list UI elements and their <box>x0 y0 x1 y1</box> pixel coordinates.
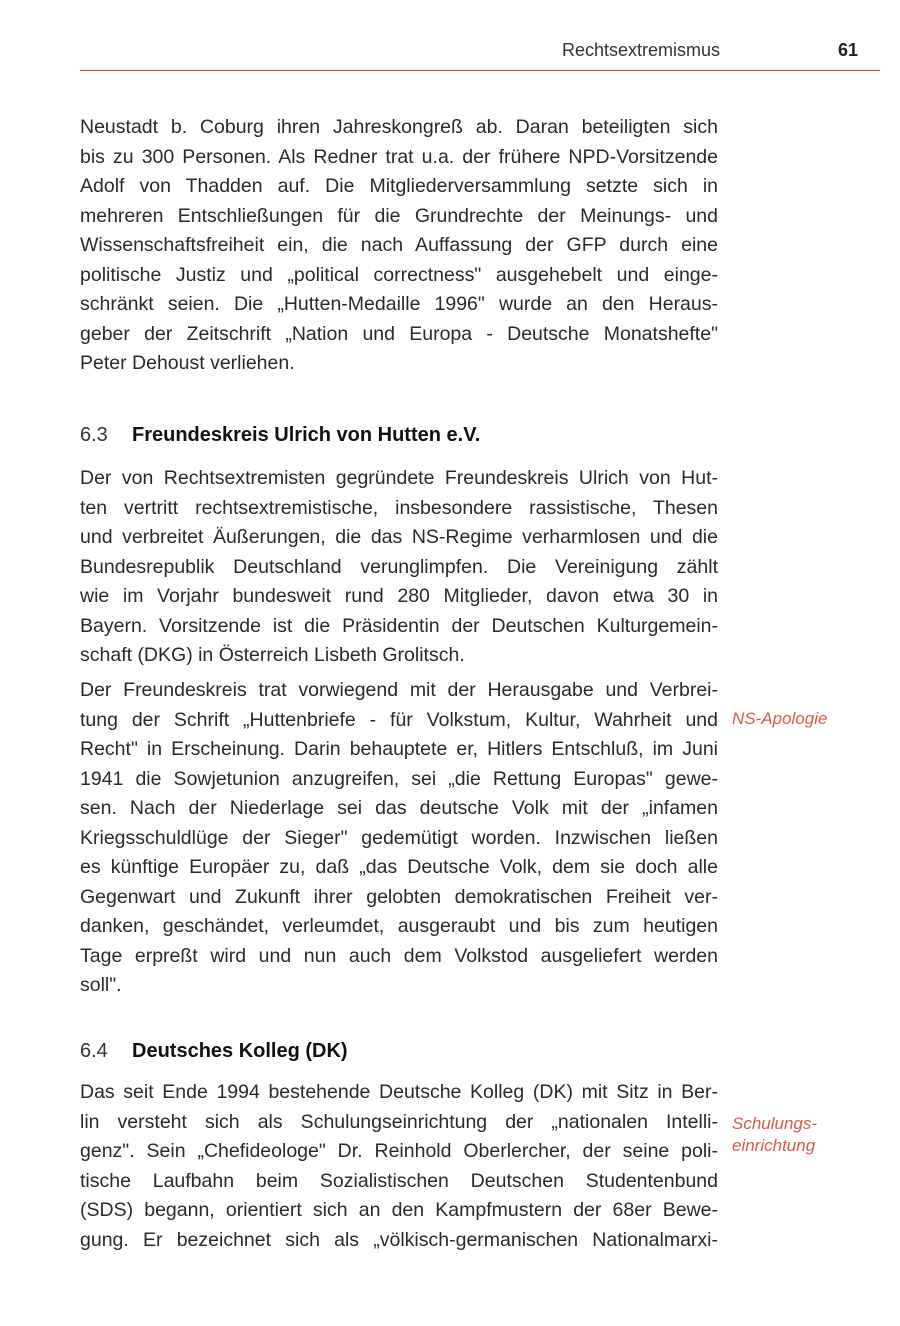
margin-note-ns-apologie: NS-Apologie <box>732 709 828 728</box>
text-line: Wissenschaftsfreiheit ein, die nach Auffassung der GFP durch eine <box>80 234 718 256</box>
text-line: und verbreitet Äußerungen, die das NS-Regime verharmlosen und die <box>80 526 718 548</box>
text-line: politische Justiz und „political correctness" ausgehebelt und einge- <box>80 263 718 286</box>
page-number: 61 <box>837 40 858 60</box>
running-head-title: Rechtsextremismus <box>561 40 720 60</box>
text-line: Der von Rechtsextremisten gegründete Freundeskreis Ulrich von Hut- <box>80 467 718 489</box>
text-line: (SDS) begann, orientiert sich an den Kampfmustern der 68er Bewe- <box>80 1199 718 1221</box>
text-line: lin versteht sich als Schulungseinrichtung der „nationalen Intelli- <box>80 1110 718 1133</box>
section-number: 6.4 <box>80 1040 108 1062</box>
text-line: Der Freundeskreis trat vorwiegend mit der Herausgabe und Verbrei- <box>80 679 718 701</box>
text-line: bis zu 300 Personen. Als Redner trat u.a. der frühere NPD-Vorsitzende <box>80 145 718 168</box>
text-line: Bundesrepublik Deutschland verunglimpfen. Die Vereinigung zählt <box>80 555 718 578</box>
text-line: schränkt seien. Die „Hutten-Medaille 1996" wurde an den Heraus- <box>80 293 718 315</box>
text-line: mehreren Entschließungen für die Grundrechte der Meinungs- und <box>80 204 718 227</box>
section-heading-6-3 <box>80 424 480 447</box>
text-line: tische Laufbahn beim Sozialistischen Deutschen Studentenbund <box>80 1169 718 1192</box>
paragraph-4 <box>80 1078 718 1255</box>
text-line: Kriegsschuldlüge der Sieger" gedemütigt worden. Inzwischen ließen <box>80 826 718 849</box>
text-line: Gegenwart und Zukunft ihrer gelobten demokratischen Freiheit ver- <box>80 885 718 908</box>
section-title: Deutsches Kolleg (DK) <box>132 1040 348 1062</box>
text-line: danken, geschändet, verleumdet, ausgeraubt und bis zum heutigen <box>80 915 718 937</box>
paragraph-3 <box>80 676 718 1001</box>
paragraph-2 <box>80 464 718 671</box>
section-number: 6.3 <box>80 424 108 446</box>
text-line: Tage erpreßt wird und nun auch dem Volkstod ausgeliefert werden <box>80 944 718 967</box>
margin-note-line: einrichtung <box>732 1136 816 1155</box>
margin-note-schulungseinrichtung <box>732 1113 817 1157</box>
page-header <box>80 36 880 71</box>
text-line: genz". Sein „Chefideologe" Dr. Reinhold Oberlercher, der seine poli- <box>80 1140 718 1162</box>
text-line: 1941 die Sowjetunion anzugreifen, sei „die Rettung Europas" gewe- <box>80 767 718 790</box>
section-heading-6-4 <box>80 1040 348 1063</box>
text-line: geber der Zeitschrift „Nation und Europa - Deutsche Monatshefte" <box>80 322 718 345</box>
text-line: soll". <box>80 974 122 996</box>
text-line: wie im Vorjahr bundesweit rund 280 Mitglieder, davon etwa 30 in <box>80 585 718 607</box>
text-line: gung. Er bezeichnet sich als „völkisch-germanischen Nationalmarxi- <box>80 1228 718 1251</box>
text-line: Peter Dehoust verliehen. <box>80 352 295 374</box>
text-line: tung der Schrift „Huttenbriefe - für Volkstum, Kultur, Wahrheit und <box>80 708 718 731</box>
section-title: Freundeskreis Ulrich von Hutten e.V. <box>132 424 481 446</box>
text-line: es künftige Europäer zu, daß „das Deutsche Volk, dem sie doch alle <box>80 856 718 878</box>
text-line: Neustadt b. Coburg ihren Jahreskongreß ab. Daran beteiligten sich <box>80 116 718 138</box>
paragraph-1 <box>80 113 718 379</box>
text-line: Adolf von Thadden auf. Die Mitgliederversammlung setzte sich in <box>80 175 718 197</box>
text-line: Das seit Ende 1994 bestehende Deutsche Kolleg (DK) mit Sitz in Ber- <box>80 1081 718 1103</box>
margin-note-line: Schulungs- <box>732 1114 818 1133</box>
text-line: ten vertritt rechtsextremistische, insbesondere rassistische, Thesen <box>80 496 718 519</box>
text-line: Recht" in Erscheinung. Darin behauptete er, Hitlers Entschluß, im Juni <box>80 738 718 760</box>
text-line: schaft (DKG) in Österreich Lisbeth Grolitsch. <box>80 644 465 666</box>
text-line: sen. Nach der Niederlage sei das deutsche Volk mit der „infamen <box>80 797 718 819</box>
text-line: Bayern. Vorsitzende ist die Präsidentin der Deutschen Kulturgemein- <box>80 614 718 637</box>
